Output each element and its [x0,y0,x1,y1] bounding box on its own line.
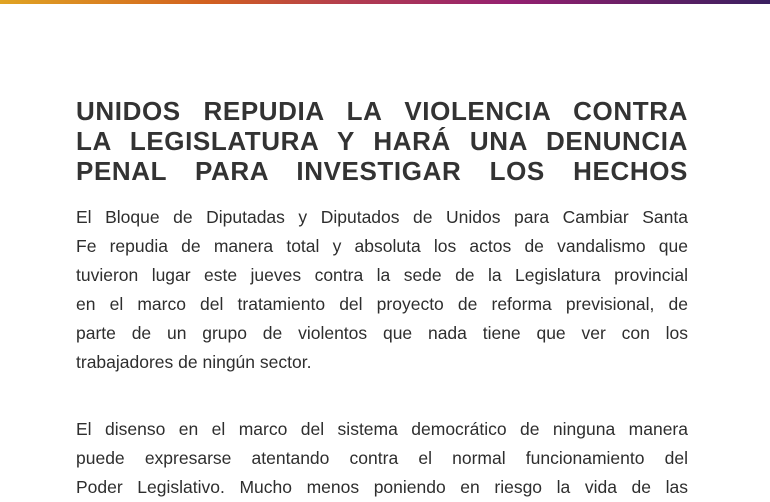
paragraph-line: parte de un grupo de violentos que nada tiene que ver con los [76,323,688,343]
paragraph-line: tuvieron lugar este jueves contra la sede de la Legislatura provincial [76,265,688,285]
article-paragraph-1 [76,203,688,377]
paragraph-line: Poder Legislativo. Mucho menos poniendo en riesgo la vida de las [76,477,688,497]
paragraph-line: en el marco del tratamiento del proyecto de reforma previsional, de [76,294,688,314]
paragraph-line: puede expresarse atentando contra el normal funcionamiento del [76,448,688,468]
article-paragraph-2 [76,415,688,502]
title-line: UNIDOS REPUDIA LA VIOLENCIA CONTRA [76,96,688,126]
title-line: PENAL PARA INVESTIGAR LOS HECHOS [76,156,688,186]
paragraph-line: El Bloque de Diputadas y Diputados de Unidos para Cambiar Santa [76,207,688,227]
paragraph-line: El disenso en el marco del sistema democrático de ninguna manera [76,419,688,439]
article-title [76,96,688,186]
paragraph-line: trabajadores de ningún sector. [76,352,312,372]
header-gradient-bar [0,0,770,4]
title-line: LA LEGISLATURA Y HARÁ UNA DENUNCIA [76,126,688,156]
paragraph-line: Fe repudia de manera total y absoluta los actos de vandalismo que [76,236,688,256]
